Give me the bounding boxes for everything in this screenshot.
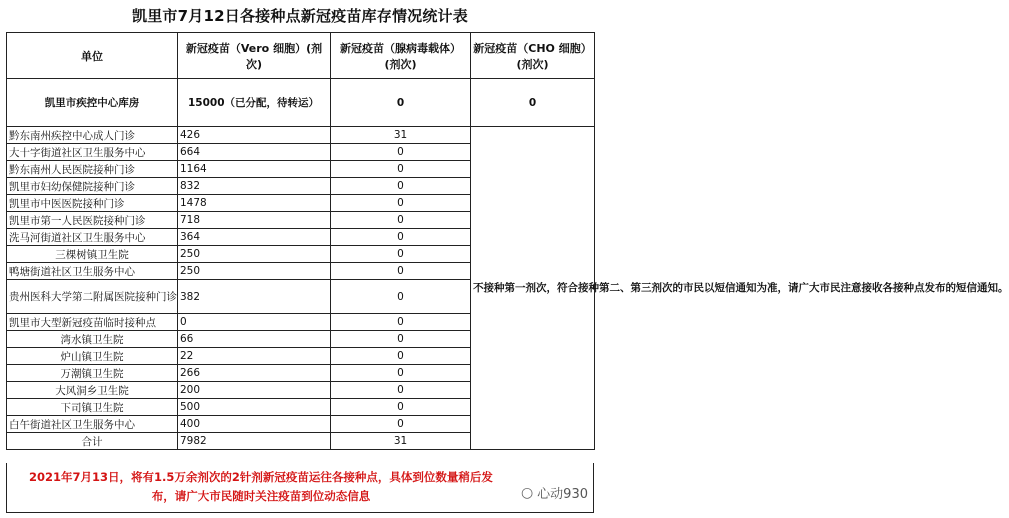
cell-unit: 黔东南州疾控中心成人门诊 (7, 127, 178, 144)
cell-unit: 万潮镇卫生院 (7, 365, 178, 382)
cell-adeno: 0 (331, 212, 471, 229)
cell-unit: 凯里市妇幼保健院接种门诊 (7, 178, 178, 195)
watermark (521, 483, 588, 502)
cell-vero: 15000（已分配，待转运） (178, 79, 331, 127)
cell-adeno: 31 (331, 433, 471, 450)
cell-vero: 400 (178, 416, 331, 433)
cell-vero: 200 (178, 382, 331, 399)
cell-vero: 500 (178, 399, 331, 416)
cell-cho: 0 (471, 79, 595, 127)
cell-adeno: 0 (331, 365, 471, 382)
cell-vero: 364 (178, 229, 331, 246)
cell-adeno: 0 (331, 382, 471, 399)
cell-unit: 合计 (7, 433, 178, 450)
cell-unit: 大十字街道社区卫生服务中心 (7, 144, 178, 161)
cell-unit: 鸭塘街道社区卫生服务中心 (7, 263, 178, 280)
cell-unit: 湾水镇卫生院 (7, 331, 178, 348)
cell-vero: 266 (178, 365, 331, 382)
cell-adeno: 0 (331, 348, 471, 365)
cell-unit: 凯里市疾控中心库房 (7, 79, 178, 127)
cell-vero: 832 (178, 178, 331, 195)
table-header-row (7, 33, 595, 79)
cell-unit: 凯里市大型新冠疫苗临时接种点 (7, 314, 178, 331)
page-title: 凯里市7月12日各接种点新冠疫苗库存情况统计表 (132, 7, 468, 25)
cell-adeno: 0 (331, 229, 471, 246)
header-adeno: 新冠疫苗（腺病毒载体）(剂次) (331, 33, 471, 79)
cell-vero: 718 (178, 212, 331, 229)
cell-vero: 66 (178, 331, 331, 348)
cell-vero: 250 (178, 263, 331, 280)
cell-adeno: 0 (331, 280, 471, 314)
cell-adeno: 0 (331, 161, 471, 178)
cell-adeno: 0 (331, 416, 471, 433)
cell-unit: 洗马河街道社区卫生服务中心 (7, 229, 178, 246)
cell-unit: 炉山镇卫生院 (7, 348, 178, 365)
cell-adeno: 0 (331, 263, 471, 280)
cell-adeno: 0 (331, 331, 471, 348)
cell-vero: 0 (178, 314, 331, 331)
cell-adeno: 0 (331, 195, 471, 212)
header-unit: 单位 (7, 33, 178, 79)
cell-adeno: 0 (331, 79, 471, 127)
cell-unit: 贵州医科大学第二附属医院接种门诊 (7, 280, 178, 314)
cell-unit: 白午街道社区卫生服务中心 (7, 416, 178, 433)
cell-adeno: 0 (331, 178, 471, 195)
cell-vero: 664 (178, 144, 331, 161)
cell-cho-note: 不接种第一剂次，符合接种第二、第三剂次的市民以短信通知为准，请广大市民注意接收各接种点发布的短信通知。 (471, 127, 595, 450)
header-cho: 新冠疫苗（CHO 细胞）(剂次) (471, 33, 595, 79)
cell-unit: 三棵树镇卫生院 (7, 246, 178, 263)
cell-unit: 凯里市中医医院接种门诊 (7, 195, 178, 212)
cell-unit: 下司镇卫生院 (7, 399, 178, 416)
vaccine-stock-table (6, 32, 1009, 450)
cell-vero: 1164 (178, 161, 331, 178)
cell-adeno: 0 (331, 246, 471, 263)
cell-vero: 426 (178, 127, 331, 144)
cell-unit: 黔东南州人民医院接种门诊 (7, 161, 178, 178)
cell-adeno: 31 (331, 127, 471, 144)
table-row-warehouse (7, 79, 595, 127)
cell-adeno: 0 (331, 314, 471, 331)
cell-unit: 凯里市第一人民医院接种门诊 (7, 212, 178, 229)
wechat-icon: ○ (520, 484, 534, 501)
header-vero: 新冠疫苗（Vero 细胞）(剂次) (178, 33, 331, 79)
watermark-text: 心动930 (537, 487, 588, 502)
table-row (7, 127, 595, 144)
cell-vero: 7982 (178, 433, 331, 450)
cell-vero: 382 (178, 280, 331, 314)
cell-adeno: 0 (331, 399, 471, 416)
cell-vero: 250 (178, 246, 331, 263)
cell-unit: 大风洞乡卫生院 (7, 382, 178, 399)
notice-banner: 2021年7月13日，将有1.5万余剂次的2针剂新冠疫苗运往各接种点，具体到位数量稍后发布，请广大市民随时关注疫苗到位动态信息 (6, 463, 594, 513)
cell-vero: 22 (178, 348, 331, 365)
cell-adeno: 0 (331, 144, 471, 161)
cell-vero: 1478 (178, 195, 331, 212)
